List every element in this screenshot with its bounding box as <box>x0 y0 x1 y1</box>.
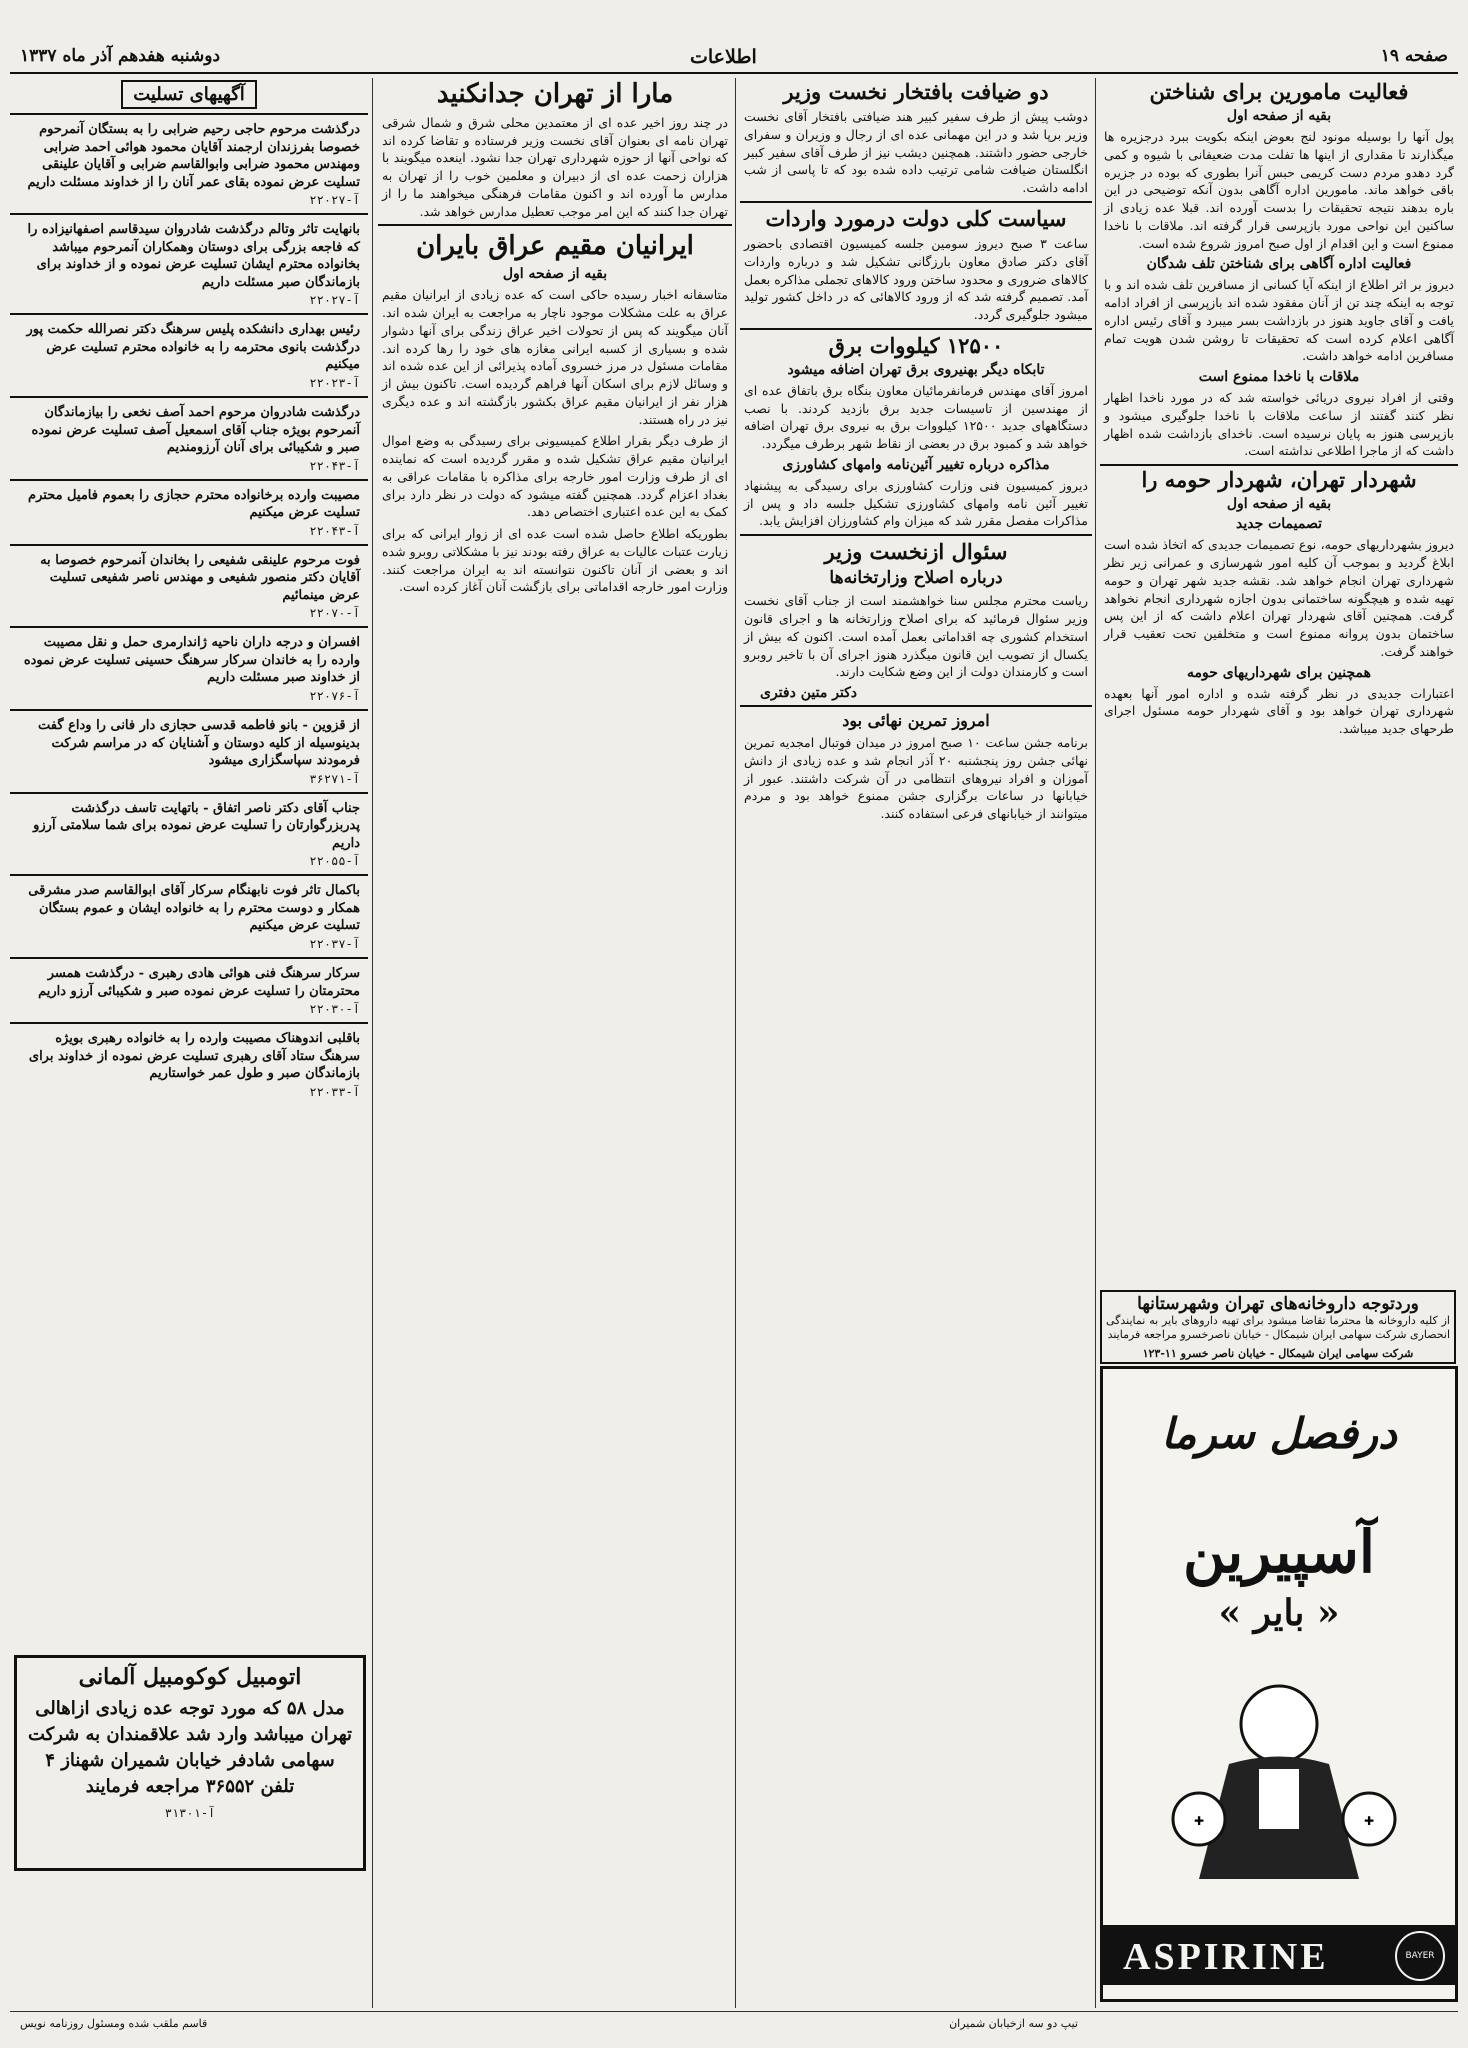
pharmacy-notice-body: از کلیه داروخانه ها محترما تقاضا میشود برای تهیه داروهای بایر به نمایندگی انحصاری شرکت سهامی ایران شیمکال - خیابان ناصرخسرو مراجعه فرمایند <box>1106 1314 1450 1342</box>
condolence-notice <box>10 957 368 1022</box>
article-body: ریاست محترم مجلس سنا خواهشمند است از جناب آقای نخست وزیر سئوال فرمائید که برای اصلاح وزارتخانه ها و اجرای قانون استخدام کشوری چه اقداماتی بعمل آمده است. اکنون که بیش از یکسال از تصویب این قانون میگذرد هنوز اجرای آن با تاخیر روبرو است و کارمندان دولت از این وضع شکایت دارند. <box>744 593 1088 680</box>
aspirin-advertisement <box>1100 1366 1458 2002</box>
notice-text: باکمال تاثر فوت نابهنگام سرکار آقای ابوالقاسم صدر مشرقی همکار و دوست محترم را به خانواده ایشان و عموم بستگان تسلیت عرض میکنیم <box>28 883 360 934</box>
notice-code: آ-۲۲۰۷۰ <box>309 606 360 621</box>
notice-text: رئیس بهداری دانشکده پلیس سرهنگ دکتر نصرالله حکمت پور درگذشت بانوی محترمه را به خانواده محترم تسلیت عرض میکنیم <box>26 322 360 373</box>
column-3 <box>378 78 732 2008</box>
headline-question: سئوال ازنخست وزیر <box>740 534 1092 564</box>
subheading: تصمیمات جدید <box>1235 516 1323 533</box>
headline-imports: سیاست کلی دولت درمورد واردات <box>740 201 1092 231</box>
subheading: مذاکره درباره تغییر آئین‌نامه وامهای کشاورزی <box>782 456 1050 473</box>
notice-text: افسران و درجه داران ناحیه ژاندارمری حمل و نقل مصیبت وارده را به خاندان سرکار سرهنگ حسینی تسلیت عرض نموده از خداوند صبر مسئلت داریم <box>23 635 360 686</box>
notice-code: آ-۲۲۰۲۷ <box>309 293 360 308</box>
condolence-notice <box>10 792 368 875</box>
article-body: ساعت ۳ صبح دیروز سومین جلسه کمیسیون اقتصادی باحضور آقای دکتر صادق معاون بارزگانی تشکیل شد و درباره واردات کالاهای ضروری و محدود ساختن ورود کالاهای تجملی مذاکره بعمل آمد. تصمیم گرفته شد که از ورود کالاهائی که در داخل کشور تولید میشود جلوگیری گردد. <box>744 236 1088 323</box>
notice-text: باقلبی اندوهناک مصیبت وارده را به خانواده رهبری بویژه سرهنگ ستاد آقای رهبری تسلیت عرض نموده از خداوند برای بازماندگان صبر و طول عمر خواستاریم <box>28 1031 360 1082</box>
notice-code: آ-۲۲۰۳۷ <box>309 936 360 951</box>
condolence-notice <box>10 213 368 313</box>
car-advertisement <box>14 1655 366 1871</box>
column-rule <box>372 78 373 2008</box>
car-ad-title: اتومبیل کوکومبیل آلمانی <box>78 1664 302 1690</box>
notice-code: آ-۳۶۲۷۱ <box>309 771 360 786</box>
condolence-notice <box>10 396 368 479</box>
condolence-notice <box>10 709 368 792</box>
notice-code: آ-۲۲۰۲۷ <box>309 193 360 208</box>
bayer-logo: BAYER <box>1395 1931 1445 1981</box>
notice-code: آ-۲۲۰۳۰ <box>309 1002 360 1017</box>
bayer-cross-icon: ✚ <box>1193 1814 1205 1828</box>
headline-banquet: دو ضیافت بافتخار نخست وزیر <box>783 79 1049 104</box>
subheading: فعالیت اداره آگاهی برای شناختن تلف شدگان <box>1146 256 1412 273</box>
condolence-notice <box>10 626 368 709</box>
article-body: پول آنها را بوسیله مونود لنج بعوض اینکه بکویت ببرد درجزیره ها میگذارند تا مقداری از اینها ها تفلت مدت ضعیفانی با شیوه و کمی گرد دهدو مردم دست کریمی حبس آنرا بطوری که بوده در جزیره باقی خواهد ماند. مامورین اداره آگاهی بدون آنکه توضیحی در این باره بدهند نتیجه تحقیقات را بدست آورده اند. قبلا عده زیادی از ساکنین این نواحی مورد بازپرسی قرار گرفته اند. ملاقات با ناخدا ممنوع است و این اقدام از اول صبح امروز شروع شده است. <box>1104 129 1454 251</box>
article-body: برنامه جشن ساعت ۱۰ صبح امروز در میدان فوتبال امجدیه تمرین نهائی جشن روز پنجشنبه ۲۰ آذر انجام شد و عده زیادی از دانش آموزان و افراد نیروهای انتظامی در آن شرکت داشتند. عبور از خیابانها در ساعات برگزاری جشن ممنوع خواهد بود و مردم میتوانند از خیابانهای فرعی استفاده کنند. <box>744 735 1089 822</box>
headline-officers: فعالیت مامورین برای شناختن <box>1149 79 1409 104</box>
condolence-notice <box>10 479 368 544</box>
article-body: دیروز بشهرداریهای حومه، نوع تصمیمات جدیدی که اتخاذ شده است ابلاغ گردید و بموجب آن کلیه امور شهرسازی و عمرانی زیر نظر شهرداری تهران انجام خواهد شد. نقشه جدید شهر تهران و حومه تهیه شده و هیچگونه ساختمانی بدون اجازه شهرداری انجام نخواهد گرفت. همچنین آقای شهردار تهران اعلام داشت که از این پس ساختمان بدون پروانه ممنوع است و متخلفین تحت تعقیب قرار خواهند گرفت. <box>1104 537 1454 659</box>
notice-text: مصیبت وارده برخانواده محترم حجازی را بعموم فامیل محترم تسلیت عرض میکنیم <box>28 487 360 521</box>
condolence-notice <box>10 874 368 957</box>
article-body: بطوریکه اطلاع حاصل شده است عده ای از زوار ایرانی که برای زیارت عتبات عالیات به عراق رفته بودند نیز با مشکلاتی روبرو شده اند و بعضی از آنان تاکنون نتوانسته اند به ایران مراجعت کنند. وزارت امور خارجه اقداماتی برای بازگشت آنان آغاز کرده است. <box>382 526 728 595</box>
car-ad-code: آ-۳۱۳۰۱ <box>164 1806 216 1821</box>
footer-note: تیپ دو سه ازخیابان شمیران <box>949 2017 1078 2030</box>
car-ad-body: مدل ۵۸ که مورد توجه عده زیادی ازاهالی تهران میباشد وارد شد علاقمندان به شرکت سهامی شادفر خیابان شمیران شهناز ۴ تلفن ۳۶۵۵۲ مراجعه فرمایند <box>27 1698 353 1798</box>
article-body: امروز آقای مهندس فرمانفرمائیان معاون بنگاه برق باتفاق عده ای از مهندسین از تاسیسات جدید برق بازدید کردند. با نصب دستگاههای جدید ۱۲۵۰۰ کیلووات برق به نیروی برق تهران اضافه خواهد شد و کمبود برق در بعضی از نقاط شهر برطرف میگردد. <box>744 382 1088 452</box>
aspirin-brand-en: ASPIRINE <box>1123 1936 1329 1978</box>
pharmacy-notice <box>1100 1290 1456 1364</box>
condolence-notice <box>10 1022 368 1105</box>
column-1 <box>1100 78 1458 1288</box>
condolence-notice <box>10 544 368 627</box>
notice-code: آ-۲۲۰۲۳ <box>309 376 360 391</box>
article-body: دوشب پیش از طرف سفیر کبیر هند ضیافتی بافتخار آقای نخست وزیر برپا شد و در این مهمانی عده ای از رجال و وزیران و سفرای خارجی حضور داشتند. همچنین دیشب نیز از طرف آقای سفیر کبیر انگلستان ضیافت شامی ترتیب داده شده بود که تا پاسی از شب ادامه داشت. <box>744 109 1088 196</box>
article-body: دیروز کمیسیون فنی وزارت کشاورزی برای رسیدگی به پیشنهاد تغییر آئین نامه وامهای کشاورزی تشکیل جلسه داد و پس از مذاکرات مفصل مقرر شد که میزان وام کشاورزان افزایش یابد. <box>744 477 1088 529</box>
pharmacy-notice-code: شرکت سهامی ایران شیمکال - خیابان ناصر خسرو ۱۱-۱۲۳ <box>1142 1346 1414 1360</box>
continued-note: بقیه از صفحه اول <box>1226 108 1332 125</box>
notice-code: آ-۲۲۰۴۳ <box>309 458 360 473</box>
column-rule <box>1095 78 1096 2008</box>
headline-iraq: ایرانیان مقیم عراق بایران <box>378 224 732 262</box>
pharmacy-notice-title: وردتوجه داروخانه‌های تهران وشهرستانها <box>1137 1294 1419 1314</box>
signature: دکتر متین دفتری <box>760 685 858 702</box>
subheading: تابکاه دیگر بهنیروی برق تهران اضافه میشود <box>787 361 1045 378</box>
notice-text: درگذشت شادروان مرحوم احمد آصف نخعی را بیازماندگان آنمرحوم بویژه جناب آقای اسمعیل آصف تسلیت عرض نموده صبر و شکیبائی برای آنان آرزومندیم <box>31 405 360 456</box>
doctor-illustration <box>1109 1669 1449 1899</box>
notice-code: آ-۲۲۰۵۵ <box>309 854 360 869</box>
notice-text: جناب آقای دکتر ناصر اتفاق - باتهایت تاسف درگذشت پدربزرگوارتان را تسلیت عرض نموده برای شما سلامتی آرزو داریم <box>33 800 360 851</box>
headline-tehran: مارا از تهران جدانکنید <box>436 79 674 109</box>
notice-text: فوت مرحوم علینقی شفیعی را بخاندان آنمرحوم خصوصا به آقایان دکتر منصور شفیعی و مهندس ناصر شفیعی تسلیت عرض مینمائیم <box>40 552 360 603</box>
headline-rehearsal: امروز تمرین نهائی بود <box>740 705 1092 730</box>
condolence-notice <box>10 113 368 213</box>
aspirin-banner <box>1103 1925 1455 1985</box>
article-body: وقتی از افراد نیروی دریائی خواسته شد که در مورد ناخدا اظهار نظر کنند گفتند از ساعت ملاقات با ناخدا جلوگیری میشود و بازپرسی هنوز به پایان نرسیده است. ناخدای بازداشت شده اظهار داشت که از ماجرا اطلاعی نداشته است. <box>1104 390 1454 459</box>
page-header <box>10 42 1458 74</box>
notice-text: سرکار سرهنگ فنی هوائی هادی رهبری - درگذشت همسر محترمتان را تسلیت عرض نموده صبر و شکیبائی آرزو داریم <box>38 965 360 999</box>
page-number: صفحه ۱۹ <box>1380 46 1448 66</box>
condolence-notice <box>10 313 368 396</box>
issue-date: دوشنبه هفدهم آذر ماه ۱۳۳۷ <box>20 46 221 66</box>
continued-note: بقیه از صفحه اول <box>502 266 608 283</box>
notice-text: درگذشت مرحوم حاجی رحیم ضرابی را به بستگان آنمرحوم خصوصا بفرزندان ارجمند آقایان محمود هوائی احمد ضرابی ومهندس محمود ضرابی وابوالقاسم ضرابی و آقایان علینقی تسلیت عرض نموده بقای عمر آنان را از خداوند مسئلت داریم <box>27 122 360 190</box>
paper-name: اطلاعات <box>690 46 757 68</box>
subheading: همچنین برای شهرداریهای حومه <box>1187 664 1371 681</box>
footer-note: قاسم ملقب شده ومسئول روزنامه نویس <box>20 2017 208 2030</box>
column-rule <box>735 78 736 2008</box>
subheading: درباره اصلاح وزارتخانه‌ها <box>829 568 1003 589</box>
article-body: در چند روز اخیر عده ای از معتمدین محلی شرق و شمال شرقی تهران نامه ای بعنوان آقای نخست وزیر فرستاده و تقاضا کرده اند که نواحی آنها از حوزه شهرداری تهران جدا نشود. اینعده میگویند با هزاران زحمت عده ای از دبیران و معلمین خوب را از تهران به مدارس ما آورده اند و اکنون مقامات فرهنگی میخواهند ما را از تهران جدا کنند که این امر موجب تعطیل مدارس خواهد شد. <box>382 114 728 219</box>
aspirin-brand-sub: « بایر » <box>1218 1592 1340 1634</box>
column-2 <box>740 78 1092 2008</box>
notice-code: آ-۲۲۰۳۳ <box>309 1084 360 1099</box>
bayer-cross-icon: ✚ <box>1363 1814 1375 1828</box>
article-body: دیروز بر اثر اطلاع از اینکه آیا کسانی از مسافرین تلف شده اند و با توجه به اینکه چند تن از آنان مفقود شده اند بازپرسی از افراد ادامه یافت و آقای جاوید هنوز در بازداشت بسر میبرد و آقای رئیس اداره آگاهی اعلام کرده است که تحقیقات تا روشن شدن هویت تمام مسافرین ادامه خواهد داشت. <box>1104 277 1454 364</box>
aspirin-tagline: درفصل سرما <box>1161 1409 1397 1458</box>
headline-mayor: شهردار تهران، شهردار حومه را <box>1141 467 1417 493</box>
notice-code: آ-۲۲۰۴۳ <box>309 523 360 538</box>
notice-text: از قزوین - بانو فاطمه قدسی حجازی دار فانی را وداع گفت بدینوسیله از کلیه دوستان و آشنایان که در مراسم شرکت فرمودند سپاسگزاری میشود <box>38 718 360 769</box>
page-footer <box>10 2011 1458 2038</box>
article-body: از طرف دیگر بقرار اطلاع کمیسیونی برای رسیدگی به وضع اموال ایرانیان مقیم عراق تشکیل شده و مقرر گردیده است که نماینده ای از طرف وزارت امور خارجه برای مذاکره با مقامات عراقی به بغداد اعزام گردد. همچنین گفته میشود که دولت در نظر دارد برای کمک به این عده اعتباری اختصاص دهد. <box>382 433 728 520</box>
aspirin-brand-fa: آسپیرین <box>1182 1518 1375 1586</box>
headline-electricity: ۱۲۵۰۰ کیلووات برق <box>740 328 1092 358</box>
subheading: ملاقات با ناخدا ممنوع است <box>1198 369 1360 386</box>
article-body: اعتبارات جدیدی در نظر گرفته شده و اداره امور آنها بعهده شهرداری تهران خواهد بود و آقای شهردار حومه مسئول اجرای طرحهای جدید میباشد. <box>1104 685 1454 737</box>
notice-code: آ-۲۲۰۷۶ <box>309 689 360 704</box>
article-body: متاسفانه اخبار رسیده حاکی است که عده زیادی از ایرانیان مقیم عراق به علت مشکلات موجود ناچار به مراجعت به ایران شده اند. آنان میگویند که پس از تحولات اخیر عراق زندگی برای آنها دشوار شده و بسیاری از کسبه ایرانی مغازه های خود را رها کرده اند. مقامات مسئول در مرز خسروی آماده پذیرائی از این عده شده اند و وسائل لازم برای اسکان آنها فراهم گردیده است. تاکنون بیش از هزار نفر از ایرانیان مقیم عراق بکشور بازگشته اند و عده دیگری نیز در راه هستند. <box>382 287 728 427</box>
continued-note: بقیه از صفحه اول <box>1226 496 1332 513</box>
condolences-title: آگهیهای تسلیت <box>121 80 257 109</box>
notice-text: بانهایت تاثر وتالم درگذشت شادروان سیدقاسم اصفهانیزاده را که فاجعه بزرگی برای دوستان وهمکاران آنمرحوم میباشد بخانواده محترم ایشان تسلیت عرض نموده و از خداوند برای بازماندگان صبر مسئلت داریم <box>27 222 360 290</box>
